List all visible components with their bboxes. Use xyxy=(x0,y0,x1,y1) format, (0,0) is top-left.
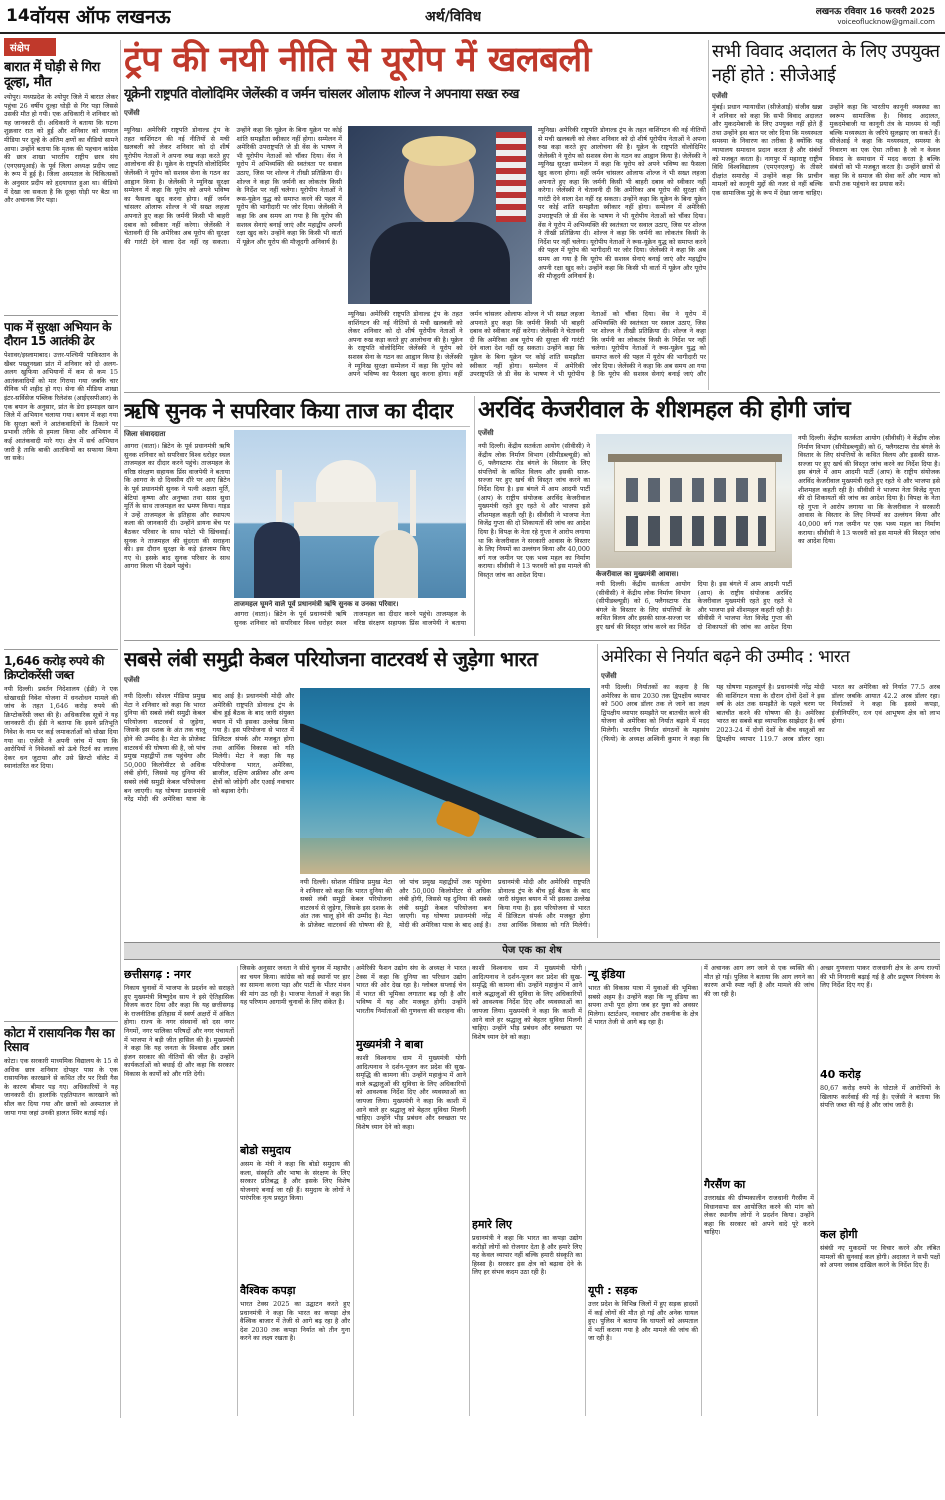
brief-headline-4: कोटा में रासायनिक गैस का रिसाव xyxy=(4,1021,118,1054)
continued-col-1 xyxy=(124,964,234,1416)
continued-text-up-road: उत्तर प्रदेश के विभिन्न जिलों में हुए सड़क हादसों में कई लोगों की मौत हो गई और अनेक घायल हुए। पुलिस ने बताया कि घायलों को अस्पताल में भर्ती कराया गया है और मामले की जांच की जा रही है। xyxy=(588,1300,698,1343)
hair-shape xyxy=(402,136,476,166)
export-byline: एजेंसी xyxy=(601,672,617,680)
cji-text: मुंबई। प्रधान न्यायाधीश (सीजेआई) संजीव खन्ना ने शनिवार को कहा कि सभी विवाद अदालत और मुकदमेबाजी के लिए उपयुक्त नहीं होते हैं तथा उन्होंने इस बात पर जोर दिया कि मध्यस्थता समस्या के निवारण का तरीका है क्योंकि यह न्यायालय समाधान प्रदान करता है और संबंधों को मजबूत करता है। नागपुर में महाराष्ट्र राष्ट्रीय विधि विश्वविद्यालय (एमएनएलयू) के तीसरे दीक्षांत समारोह में उन्होंने कहा कि प्राचीन मामलों को कानूनी मुद्दों की नजर से नहीं बल्कि एक सामाजिक मुद्दे के रूप में देखा जाना चाहिए। उन्होंने कहा कि भारतीय कानूनी व्यवस्था का स्वरूप सामाजिक है। विवाद अदालत, मुकदमेबाजी या कानूनी तंत्र के माध्यम से नहीं बल्कि मध्यस्थता के जरिये सुलझाए जा सकते हैं। सीजेआई ने कहा कि मध्यस्थता, समस्या के निवारण का एक ऐसा तरीका है जो न केवल विवाद के समाधान में मदद करता है बल्कि संबंधों को भी मजबूत करता है। उन्होंने छात्रों से कहा कि वे समाज की सेवा करें और न्याय को सभी तक पहुंचाने का प्रयास करें। xyxy=(712,103,940,197)
continued-banner xyxy=(124,942,940,960)
kejriwal-text-right: नयी दिल्ली। केंद्रीय सतर्कता आयोग (सीवीसी) ने केंद्रीय लोक निर्माण विभाग (सीपीडब्ल्यूडी) को 6, फ्लैगस्टाफ रोड बंगले के विस्तार के लिए संपत्तियों के कथित विलय और इसकी साज-सज्जा पर हुए खर्च की विस्तृत जांच करने का निर्देश दिया है। इस बंगले में आम आदमी पार्टी (आप) के राष्ट्रीय संयोजक अरविंद केजरीवाल मुख्यमंत्री रहते हुए रहते थे और भाजपा इसे शीशमहल कहती रही है। सीवीसी ने भाजपा नेता विजेंद्र गुप्ता की दो शिकायतों की जांच का आदेश दिया है। विपक्ष के नेता रहे गुप्ता ने आरोप लगाया था कि केजरीवाल ने सरकारी आवास के विस्तार के लिए नियमों का उल्लंघन किया और 40,000 वर्ग गज जमीन पर एक भव्य महल का निर्माण कराया। सीवीसी ने 13 फरवरी को इस मामले की विस्तृत जांच का आदेश दिया। xyxy=(798,434,940,546)
sunak-caption: ताजमहल घूमने वाले पूर्व प्रधानमंत्री ऋषि सुनक व उनका परिवार। xyxy=(234,600,399,608)
cji-byline: एजेंसी xyxy=(712,92,728,100)
taj-base xyxy=(294,502,398,536)
cable-headline: सबसे लंबी समुद्री केबल परियोजना वाटरवर्थ से जुड़ेगा भारत xyxy=(124,647,538,671)
continued-heading-bodo: बोडो समुदाय xyxy=(240,1144,291,1157)
sunak-headline: ऋषि सुनक ने सपरिवार किया ताज का दीदार xyxy=(124,396,470,427)
continued-title: पेज एक का शेष xyxy=(502,945,562,956)
family-figure xyxy=(374,530,418,598)
brief-text-1: श्योपुर। मध्यप्रदेश के श्योपुर जिले में बारात लेकर पहुंचा 26 वर्षीय दूल्हा घोड़ी से गिर पड़ा जिससे उसकी मौत हो गयी। एक अधिकारी ने शनिवार को यह जानकारी दी। अधिकारी ने बताया कि घटना शुक्रवार रात को हुई और शनिवार को वायरल मीडिया पर दूल्हे के अंतिम क्षणों का वीडियो सामने आया। उन्होंने बताया कि मृतक की पहचान कांग्रेस की छात्र शाखा भारतीय राष्ट्रीय छात्र संघ (एनएसयूआई) के पूर्व जिला अध्यक्ष प्रदीप जाट के रूप में हुई है। जिला अस्पताल के चिकित्सकों के अनुसार प्रदीप को हृदयाघात हुआ था। वीडियो में देखा जा सकता है कि दूल्हा घोड़ी पर बैठा था और अचानक गिर पड़ा। xyxy=(4,93,118,205)
continued-heading-kal: कल होगी xyxy=(820,1228,858,1241)
kejriwal-caption: केजरीवाल का मुख्यमंत्री आवास। xyxy=(596,570,679,578)
brief-headline-2: पाक में सुरक्षा अभियान के दौरान 15 आतंकी ढेर xyxy=(4,315,118,348)
page-number: 14 xyxy=(6,6,30,26)
sunak-byline: जिला संवाददाता xyxy=(124,430,166,438)
continued-text-col3a: अमेरिकी फैशन उद्योग संघ के अध्यक्ष ने भारत टेक्स में कहा कि दुनिया का परिधान उद्योग भारत की ओर देख रहा है। ग्लोबल सप्लाई चेन में भारत की भूमिका लगातार बढ़ रही है और भविष्य में यह और मजबूत होगी। उन्होंने भारतीय निर्माताओं की गुणवत्ता की सराहना की। xyxy=(356,964,466,1015)
flag-shape xyxy=(496,132,526,222)
export-text: नयी दिल्ली। निर्यातकों का कहना है कि अमेरिका के साथ 2030 तक द्विपक्षीय व्यापार को 500 अरब डॉलर तक ले जाने का लक्ष्य द्विपक्षीय व्यापार समझौते पर बातचीत करने की योजना से अमेरिका को निर्यात बढ़ाने में मदद मिलेगी। भारतीय निर्यात संगठनों के महासंघ (फियो) के अध्यक्ष अश्विनी कुमार ने कहा कि यह घोषणा महत्वपूर्ण है। प्रधानमंत्री नरेंद्र मोदी की वाशिंगटन यात्रा के दौरान दोनों देशों ने इस वर्ष के अंत तक समझौते के पहले चरण पर बातचीत करने की घोषणा की है। अमेरिका भारत का सबसे बड़ा व्यापारिक साझेदार है। वर्ष 2023-24 में दोनों देशों के बीच वस्तुओं का द्विपक्षीय व्यापार 119.7 अरब डॉलर रहा। भारत का अमेरिका को निर्यात 77.5 अरब डॉलर जबकि आयात 42.2 अरब डॉलर रहा। निर्यातकों ने कहा कि इससे कपड़ा, इंजीनियरिंग, रत्न एवं आभूषण क्षेत्र को लाभ होगा। xyxy=(601,683,940,743)
kejriwal-story xyxy=(478,394,940,638)
lead-story xyxy=(124,38,706,388)
continued-heading-gairsain: गैरसैंण का xyxy=(704,1178,746,1191)
section-name: अर्थ/विविध xyxy=(425,9,482,25)
cji-story xyxy=(712,40,940,390)
continued-heading-textile: वैश्विक कपड़ा xyxy=(240,1284,296,1297)
brief-text-4: कोटा। एक सरकारी माध्यमिक विद्यालय के 15 से अधिक छात्र शनिवार दोपहर पास के एक रासायनिक कारखाने से कथित तौर पर रिसी गैस के कारण बीमार पड़ गए। अधिकारियों ने यह जानकारी दी। हालांकि एहतियातन कारखाने को सील कर दिया गया और छात्रों को अस्पताल ले जाया गया जहां उनकी हालत स्थिर बताई गई। xyxy=(4,1057,118,1117)
continued-col-7 xyxy=(820,964,940,1416)
brief-tag: संक्षेप xyxy=(4,38,56,56)
cable-text-bottom: नयी दिल्ली। सोशल मीडिया प्रमुख मेटा ने शनिवार को कहा कि भारत दुनिया की सबसे लंबी समुद्री केबल परियोजना वाटरवर्थ से जुड़ेगा, जिसके इस दशक के अंत तक चालू होने की उम्मीद है। मेटा के प्रोजेक्ट वाटरवर्थ की घोषणा की है, जो पांच प्रमुख महाद्वीपों तक पहुंचेगा और 50,000 किलोमीटर से अधिक लंबी होगी, जिससे यह दुनिया की सबसे लंबी समुद्री केबल परियोजना बन जाएगी। यह घोषणा प्रधानमंत्री नरेंद्र मोदी की अमेरिका यात्रा के बाद आई है। प्रधानमंत्री मोदी और अमेरिकी राष्ट्रपति डोनाल्ड ट्रंप के बीच हुई बैठक के बाद जारी संयुक्त बयान में भी इसका उल्लेख किया गया है। इस परियोजना से भारत में डिजिटल संपर्क और मजबूत होगा तथा आर्थिक विकास को गति मिलेगी। xyxy=(300,878,590,929)
kejriwal-headline: अरविंद केजरीवाल के शीशमहल की होगी जांच xyxy=(478,397,851,423)
continued-heading-hamare: हमारे लिए xyxy=(472,1218,512,1231)
lead-headline: ट्रंप की नयी नीति से यूरोप में खलबली xyxy=(124,40,591,80)
taj-photo xyxy=(234,430,466,598)
cable-photo xyxy=(300,688,590,874)
continued-heading-40crore: 40 करोड़ xyxy=(820,1068,861,1081)
kejriwal-text-left: नयी दिल्ली। केंद्रीय सतर्कता आयोग (सीवीसी) ने केंद्रीय लोक निर्माण विभाग (सीपीडब्ल्यूडी) को 6, फ्लैगस्टाफ रोड बंगले के विस्तार के लिए संपत्तियों के कथित विलय और इसकी साज-सज्जा पर हुए खर्च की विस्तृत जांच करने का निर्देश दिया है। इस बंगले में आम आदमी पार्टी (आप) के राष्ट्रीय संयोजक अरविंद केजरीवाल मुख्यमंत्री रहते हुए रहते थे और भाजपा इसे शीशमहल कहती रही है। सीवीसी ने भाजपा नेता विजेंद्र गुप्ता की दो शिकायतों की जांच का आदेश दिया है। विपक्ष के नेता रहे गुप्ता ने आरोप लगाया था कि केजरीवाल ने सरकारी आवास के विस्तार के लिए नियमों का उल्लंघन किया और 40,000 वर्ग गज जमीन पर एक भव्य महल का निर्माण कराया। सीवीसी ने 13 फरवरी को इस मामले की विस्तृत जांच का आदेश दिया। xyxy=(478,442,590,579)
continued-text-40crore: 80,67 करोड़ रुपये के घोटाले में आरोपियों के खिलाफ कार्रवाई की गई है। एजेंसी ने बताया कि संपत्ति जब्त की गई है और जांच जारी है। xyxy=(820,1084,940,1110)
bungalow-windows xyxy=(626,478,766,502)
kejriwal-byline: एजेंसी xyxy=(478,429,494,437)
continued-text-col2: जिसके अनुसार जनता ने सीधे चुनाव में महापौर का चयन किया। कांग्रेस को कई स्थानों पर हार का सामना करना पड़ा और पार्टी के भीतर मंथन की मांग उठ रही है। भाजपा नेताओं ने कहा कि यह परिणाम आगामी चुनावों के लिए संकेत है। xyxy=(240,964,350,1007)
bungalow-roof xyxy=(608,454,782,462)
cable-byline: एजेंसी xyxy=(124,676,140,684)
brief-headline-3: 1,646 करोड़ रुपये की क्रिप्टोकरेंसी जब्त xyxy=(4,649,118,682)
continued-text-textile: भारत टेक्स 2025 का उद्घाटन करते हुए प्रधानमंत्री ने कहा कि भारत का कपड़ा क्षेत्र वैश्विक बाजार में तेजी से आगे बढ़ रहा है और देश 2030 तक कपड़ा निर्यात को तीन गुना करने का लक्ष्य रखता है। xyxy=(240,1300,350,1343)
sunak-story xyxy=(124,396,470,636)
continued-text-col6: में अचानक आग लग जाने से एक व्यक्ति की मौत हो गई। पुलिस ने बताया कि आग लगने का कारण अभी स्पष्ट नहीं है और मामले की जांच की जा रही है। xyxy=(704,964,814,998)
continued-col-4 xyxy=(472,964,582,1416)
brief-headline-1: बारात में घोड़ी से गिरा दूल्हा, मौत xyxy=(4,60,100,90)
continued-text-col7: अच्छा गुणवत्ता पाकर राजधानी क्षेत्र के अन्य राज्यों की भी निगरानी बढ़ाई गई है और प्रदूषण नियंत्रण के लिए निर्देश दिए गए हैं। xyxy=(820,964,940,990)
coral-reef xyxy=(300,838,590,874)
continued-text-newindia: भारत की विकास यात्रा में युवाओं की भूमिका सबसे अहम है। उन्होंने कहा कि न्यू इंडिया का सपना तभी पूरा होगा जब हर युवा को अवसर मिलेगा। स्टार्टअप, नवाचार और तकनीक के क्षेत्र में भारत तेजी से आगे बढ़ रहा है। xyxy=(588,984,698,1027)
minaret-right xyxy=(410,470,416,536)
continued-heading-up-road: यूपी : सड़क xyxy=(588,1284,638,1297)
continued-text-baba: काशी विश्वनाथ धाम में मुख्यमंत्री योगी आदित्यनाथ ने दर्शन-पूजन कर प्रदेश की सुख-समृद्धि की कामना की। उन्होंने महाकुंभ में आने वाले श्रद्धालुओं की सुविधा के लिए अधिकारियों को आवश्यक निर्देश दिए और व्यवस्थाओं का जायजा लिया। मुख्यमंत्री ने कहा कि काशी में आने वाले हर श्रद्धालु को बेहतर सुविधा मिलनी चाहिए। उन्होंने भीड़ प्रबंधन और स्वच्छता पर विशेष ध्यान देने को कहा। xyxy=(356,1054,466,1131)
masthead xyxy=(0,0,945,34)
continued-text-hamare: प्रधानमंत्री ने कहा कि भारत का कपड़ा उद्योग करोड़ों लोगों को रोजगार देता है और हमारे लिए यह केवल व्यापार नहीं बल्कि हमारी संस्कृति का हिस्सा है। सरकार इस क्षेत्र को बढ़ावा देने के लिए हर संभव कदम उठा रही है। xyxy=(472,1234,582,1277)
continued-text-col4: काशी विश्वनाथ धाम में मुख्यमंत्री योगी आदित्यनाथ ने दर्शन-पूजन कर प्रदेश की सुख-समृद्धि की कामना की। उन्होंने महाकुंभ में आने वाले श्रद्धालुओं की सुविधा के लिए अधिकारियों को आवश्यक निर्देश दिए और व्यवस्थाओं का जायजा लिया। मुख्यमंत्री ने कहा कि काशी में आने वाले हर श्रद्धालु को बेहतर सुविधा मिलनी चाहिए। उन्होंने भीड़ प्रबंधन और स्वच्छता पर विशेष ध्यान देने को कहा। xyxy=(472,964,582,1041)
cable-story xyxy=(124,644,594,938)
continued-col-6 xyxy=(704,964,814,1416)
lead-subhead: यूक्रेनी राष्ट्रपति वोलोदिमिर जेलेंस्की व जर्मन चांसलर ओलाफ शोल्ज ने अपनाया सख्त रुख xyxy=(124,87,519,102)
cable-text-left: नयी दिल्ली। सोशल मीडिया प्रमुख मेटा ने शनिवार को कहा कि भारत दुनिया की सबसे लंबी समुद्री केबल परियोजना वाटरवर्थ से जुड़ेगा, जिसके इस दशक के अंत तक चालू होने की उम्मीद है। मेटा के प्रोजेक्ट वाटरवर्थ की घोषणा की है, जो पांच प्रमुख महाद्वीपों तक पहुंचेगा और 50,000 किलोमीटर से अधिक लंबी होगी, जिससे यह दुनिया की सबसे लंबी समुद्री केबल परियोजना बन जाएगी। यह घोषणा प्रधानमंत्री नरेंद्र मोदी की अमेरिका यात्रा के बाद आई है। प्रधानमंत्री मोदी और अमेरिकी राष्ट्रपति डोनाल्ड ट्रंप के बीच हुई बैठक के बाद जारी संयुक्त बयान में भी इसका उल्लेख किया गया है। इस परियोजना से भारत में डिजिटल संपर्क और मजबूत होगा तथा आर्थिक विकास को गति मिलेगी। मेटा ने कहा कि यह परियोजना भारत, अमेरिका, ब्राजील, दक्षिण अफ्रीका और अन्य क्षेत्रों को जोड़ेगी और एआई नवाचार को बढ़ावा देगी। xyxy=(124,692,294,804)
bungalow-windows-lower xyxy=(626,516,766,546)
sunak-text-bottom: आगरा (वाता)। ब्रिटेन के पूर्व प्रधानमंत्री ऋषि सुनक शनिवार को सपरिवार विश्व धरोहर स्थल ताजमहल का दीदार करने पहुंचे। ताजमहल के वरिष्ठ संरक्षण सहायक प्रिंस वाजपेयी ने बताया xyxy=(234,610,466,627)
contact-email: voiceoflucknow@gmail.com xyxy=(837,18,935,26)
continued-text-bodo: असम के मंत्री ने कहा कि बोडो समुदाय की कला, संस्कृति और भाषा के संरक्षण के लिए सरकार प्रतिबद्ध है और इसके लिए विशेष योजनाएं बनाई जा रही हैं। समुदाय के लोगों ने पारंपरिक नृत्य प्रस्तुत किया। xyxy=(240,1160,350,1203)
continued-col-5 xyxy=(588,964,698,1416)
cji-headline: सभी विवाद अदालत के लिए उपयुक्त नहीं होते : सीजेआई xyxy=(712,41,940,86)
sunak-text-left: आगरा (वाता)। ब्रिटेन के पूर्व प्रधानमंत्री ऋषि सुनक शनिवार को सपरिवार विश्व धरोहर स्थल ताजमहल का दीदार करने पहुंचे। ताजमहल के वरिष्ठ संरक्षण सहायक प्रिंस वाजपेयी ने बताया कि आगरा के दो दिवसीय दौरे पर आए ब्रिटेन के पूर्व प्रधानमंत्री सुनक ने पत्नी अक्षता मूर्ति, बेटियां कृष्णा और अनुष्का तथा सास सुधा मूर्ति के साथ ताजमहल का भ्रमण किया। गाइड ने उन्हें ताजमहल के इतिहास और स्थापत्य कला की जानकारी दी। उन्होंने डायना बेंच पर बैठकर परिवार के साथ फोटो भी खिंचवाई। सुनक ने ताजमहल की सुंदरता की सराहना की। इस दौरान सुरक्षा के कड़े इंतजाम किए गए थे। इसके बाद सुनक परिवार के साथ आगरा किला भी देखने पहुंचे। xyxy=(124,442,230,571)
lead-byline: एजेंसी xyxy=(124,109,140,117)
paper-name: वॉयस ऑफ लखनऊ xyxy=(30,6,171,28)
sunak-figure xyxy=(254,522,300,598)
continued-text-kal: संबंधी नए मुकदमों पर विचार करने और लंबित मामलों की सुनवाई कल होगी। अदालत ने सभी पक्षों को अपना जवाब दाखिल करने के निर्देश दिए हैं। xyxy=(820,1244,940,1270)
continued-text-gairsain: उत्तराखंड की ग्रीष्मकालीन राजधानी गैरसैंण में विधानसभा सत्र आयोजित करने की मांग को लेकर स्थानीय लोगों ने प्रदर्शन किया। उन्होंने कहा कि सरकार को अपने वादे पूरे करने चाहिए। xyxy=(704,1194,814,1237)
lead-text-left: म्यूनिख। अमेरिकी राष्ट्रपति डोनाल्ड ट्रंप के तहत वाशिंगटन की नई नीतियों से मची खलबली को लेकर शनिवार को दो शीर्ष यूरोपीय नेताओं ने अपना रुख कड़ा करते हुए आलोचना की है। यूक्रेन के राष्ट्रपति वोलोदिमिर जेलेंस्की ने यूरोप को सशस्त्र सेना के गठन का आह्वान किया है। जेलेंस्की ने म्यूनिख सुरक्षा सम्मेलन में कहा कि यूरोप को अपने भविष्य का फैसला खुद करना होगा। वहीं जर्मन चांसलर ओलाफ शोल्ज ने भी सख्त लहजा अपनाते हुए कहा कि जर्मनी किसी भी बाहरी दबाव को स्वीकार नहीं करेगा। जेलेंस्की ने चेतावनी दी कि अमेरिका अब यूरोप की सुरक्षा की गारंटी देने वाला देश नहीं रह सकता। उन्होंने कहा कि यूक्रेन के बिना यूक्रेन पर कोई शांति समझौता स्वीकार नहीं होगा। सम्मेलन में अमेरिकी उपराष्ट्रपति जे डी वेंस के भाषण ने भी यूरोपीय नेताओं को चौंका दिया। वेंस ने यूरोप में अभिव्यक्ति की स्वतंत्रता पर सवाल उठाए, जिस पर शोल्ज ने तीखी प्रतिक्रिया दी। शोल्ज ने कहा कि जर्मनी का लोकतंत्र किसी के निर्देश पर नहीं चलेगा। यूरोपीय नेताओं ने रूस-यूक्रेन युद्ध को समाप्त करने की पहल में यूरोप की भागीदारी पर जोर दिया। जेलेंस्की ने कहा कि अब समय आ गया है कि यूरोप की सशस्त्र सेनाएं बनाई जाएं और महाद्वीप अपनी रक्षा खुद करे। उन्होंने कहा कि किसी भी वार्ता में यूक्रेन और यूरोप की मौजूदगी अनिवार्य है। xyxy=(124,126,342,246)
bungalow-photo xyxy=(596,434,792,568)
continued-text-nagar: निकाय चुनावों में भाजपा के प्रदर्शन को सराहते हुए मुख्यमंत्री विष्णुदेव साय ने इसे ऐतिहासिक विजय करार दिया और कहा कि यह छत्तीसगढ़ के राजनीतिक इतिहास में स्वर्ण अक्षरों में अंकित होगा। राज्य के नगर संस्थानों को दस नगर निगमों, नगर पालिका परिषदों और नगर पंचायतों में भाजपा ने बड़ी जीत हासिल की है। मुख्यमंत्री ने कहा कि यह जनता के विश्वास और डबल इंजन सरकार की नीतियों की जीत है। उन्होंने कार्यकर्ताओं को बधाई दी और कहा कि सरकार विकास के कार्यों को और गति देगी। xyxy=(124,984,234,1078)
lead-text-bottom: म्यूनिख। अमेरिकी राष्ट्रपति डोनाल्ड ट्रंप के तहत वाशिंगटन की नई नीतियों से मची खलबली को लेकर शनिवार को दो शीर्ष यूरोपीय नेताओं ने अपना रुख कड़ा करते हुए आलोचना की है। यूक्रेन के राष्ट्रपति वोलोदिमिर जेलेंस्की ने यूरोप को सशस्त्र सेना के गठन का आह्वान किया है। जेलेंस्की ने म्यूनिख सुरक्षा सम्मेलन में कहा कि यूरोप को अपने भविष्य का फैसला खुद करना होगा। वहीं जर्मन चांसलर ओलाफ शोल्ज ने भी सख्त लहजा अपनाते हुए कहा कि जर्मनी किसी भी बाहरी दबाव को स्वीकार नहीं करेगा। जेलेंस्की ने चेतावनी दी कि अमेरिका अब यूरोप की सुरक्षा की गारंटी देने वाला देश नहीं रह सकता। उन्होंने कहा कि यूक्रेन के बिना यूक्रेन पर कोई शांति समझौता स्वीकार नहीं होगा। सम्मेलन में अमेरिकी उपराष्ट्रपति जे डी वेंस के भाषण ने भी यूरोपीय नेताओं को चौंका दिया। वेंस ने यूरोप में अभिव्यक्ति की स्वतंत्रता पर सवाल उठाए, जिस पर शोल्ज ने तीखी प्रतिक्रिया दी। शोल्ज ने कहा कि जर्मनी का लोकतंत्र किसी के निर्देश पर नहीं चलेगा। यूरोपीय नेताओं ने रूस-यूक्रेन युद्ध को समाप्त करने की पहल में यूरोप की भागीदारी पर जोर दिया। जेलेंस्की ने कहा कि अब समय आ गया है कि यूरोप की सशस्त्र सेनाएं बनाई जाएं और xyxy=(348,310,706,379)
brief-text-3: नयी दिल्ली। प्रवर्तन निदेशालय (ईडी) ने एक धोखाधड़ी निवेश योजना में धनशोधन मामले की जांच के तहत 1,646 करोड़ रुपये की क्रिप्टोकरेंसी जब्त की है। अधिकारिक सूत्रों ने यह जानकारी दी। ईडी ने बताया कि इसने प्रतिभूति निवेश के नाम पर कई जमाकर्ताओं को धोखा दिया गया था। एजेंसी ने अपनी जांच में पाया कि आरोपियों ने निवेशकों को ऊंचे रिटर्न का लालच देकर धन जुटाया और उसे क्रिप्टो वॉलेट में स्थानांतरित कर दिया। xyxy=(4,685,118,771)
export-headline: अमेरिका से निर्यात बढ़ने की उम्मीद : भारत xyxy=(601,647,850,667)
kejriwal-text-bottom: नयी दिल्ली। केंद्रीय सतर्कता आयोग (सीवीसी) ने केंद्रीय लोक निर्माण विभाग (सीपीडब्ल्यूडी) को 6, फ्लैगस्टाफ रोड बंगले के विस्तार के लिए संपत्तियों के कथित विलय और इसकी साज-सज्जा पर हुए खर्च की विस्तृत जांच करने का निर्देश दिया है। इस बंगले में आम आदमी पार्टी (आप) के राष्ट्रीय संयोजक अरविंद केजरीवाल मुख्यमंत्री रहते हुए रहते थे और भाजपा इसे शीशमहल कहती रही है। सीवीसी ने भाजपा नेता विजेंद्र गुप्ता की दो शिकायतों की जांच का आदेश दिया xyxy=(596,580,792,631)
lead-text-right: म्यूनिख। अमेरिकी राष्ट्रपति डोनाल्ड ट्रंप के तहत वाशिंगटन की नई नीतियों से मची खलबली को लेकर शनिवार को दो शीर्ष यूरोपीय नेताओं ने अपना रुख कड़ा करते हुए आलोचना की है। यूक्रेन के राष्ट्रपति वोलोदिमिर जेलेंस्की ने यूरोप को सशस्त्र सेना के गठन का आह्वान किया है। जेलेंस्की ने म्यूनिख सुरक्षा सम्मेलन में कहा कि यूरोप को अपने भविष्य का फैसला खुद करना होगा। वहीं जर्मन चांसलर ओलाफ शोल्ज ने भी सख्त लहजा अपनाते हुए कहा कि जर्मनी किसी भी बाहरी दबाव को स्वीकार नहीं करेगा। जेलेंस्की ने चेतावनी दी कि अमेरिका अब यूरोप की सुरक्षा की गारंटी देने वाला देश नहीं रह सकता। उन्होंने कहा कि यूक्रेन के बिना यूक्रेन पर कोई शांति समझौता स्वीकार नहीं होगा। सम्मेलन में अमेरिकी उपराष्ट्रपति जे डी वेंस के भाषण ने भी यूरोपीय नेताओं को चौंका दिया। वेंस ने यूरोप में अभिव्यक्ति की स्वतंत्रता पर सवाल उठाए, जिस पर शोल्ज ने तीखी प्रतिक्रिया दी। शोल्ज ने कहा कि जर्मनी का लोकतंत्र किसी के निर्देश पर नहीं चलेगा। यूरोपीय नेताओं ने रूस-यूक्रेन युद्ध को समाप्त करने की पहल में यूरोप की भागीदारी पर जोर दिया। जेलेंस्की ने कहा कि अब समय आ गया है कि यूरोप की सशस्त्र सेनाएं बनाई जाएं और महाद्वीप अपनी रक्षा खुद करे। उन्होंने कहा कि किसी भी वार्ता में यूक्रेन और यूरोप की मौजूदगी अनिवार्य है। xyxy=(538,126,706,281)
trump-photo xyxy=(348,126,532,304)
continued-heading-nagar: छत्तीसगढ़ : नगर xyxy=(124,968,191,981)
continued-col-2 xyxy=(240,964,350,1416)
continued-heading-newindia: न्यू इंडिया xyxy=(588,968,625,981)
continued-heading-baba: मुख्यमंत्री ने बाबा xyxy=(356,1038,423,1051)
continued-col-3 xyxy=(356,964,466,1416)
export-story xyxy=(601,644,940,938)
suit-shape xyxy=(370,222,510,304)
brief-column xyxy=(4,38,118,1416)
brief-text-2: पेशावर/इस्लामाबाद। उत्तर-पश्चिमी पाकिस्तान के खैबर पख्तूनख्वा प्रांत में शनिवार को दो अलग-अलग खुफिया अभियानों में कम से कम 15 आतंकवादियों को मार गिराया गया जबकि चार सैनिक भी शहीद हो गए। सेना की मीडिया शाखा इंटर-सर्विसेज पब्लिक रिलेशंस (आईएसपीआर) के एक बयान के अनुसार, प्रांत के डेरा इस्माइल खान जिले में अभियान चलाया गया। बयान में कहा गया कि सुरक्षा बलों ने आतंकवादियों के ठिकाने पर प्रभावी तरीके से हमला किया और अभियान में कई आतंकवादी मारे गए। क्षेत्र में सर्च अभियान जारी है ताकि बाकी आतंकियों का सफाया किया जा सके। xyxy=(4,351,118,463)
issue-date: लखनऊ रविवार 16 फरवरी 2025 xyxy=(815,7,935,17)
